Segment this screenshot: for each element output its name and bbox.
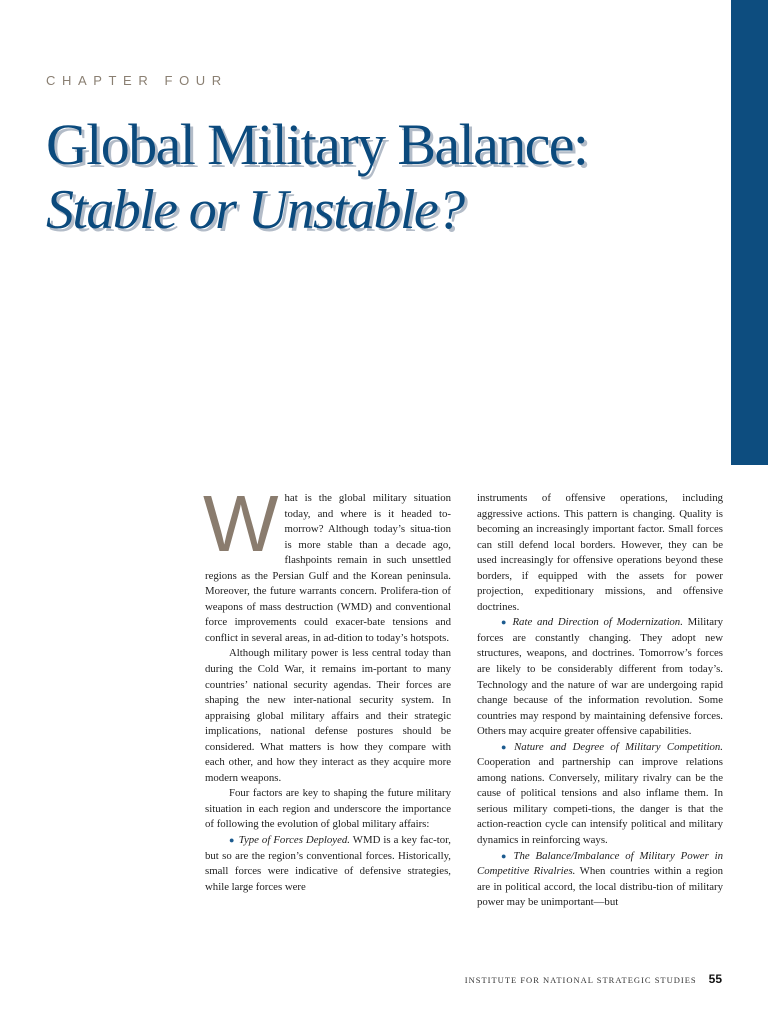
continuation-paragraph: instruments of offensive operations, including aggressive actions. This pattern is changing. Quality is becoming an increasingly important factor. Small forces can still defend local borders. However, they can be used increasingly for offensive operations beyond these borders, if equipped with the assets for power projection, expeditionary missions, and offensive doctrines. <box>477 492 723 613</box>
bullet-icon: ● <box>229 835 235 846</box>
paragraph-2: Although military power is less central today than during the Cold War, it remains im-portant to many countries’ national security agendas. Their forces are shaping the new inter-national security system. In appraising global military affairs and their strategic implications, national defense postures should be considered. What matters is how they compare with each other, and how they interact as they acquire more modern weapons. <box>205 647 451 784</box>
drop-cap: W <box>203 479 279 568</box>
bullet-icon: ● <box>501 617 509 628</box>
factor-label: The Balance/Imbalance of Military Power in Competitive Rivalries. <box>477 849 723 878</box>
bullet-icon: ● <box>501 850 510 861</box>
left-column <box>203 479 451 895</box>
intro-paragraph <box>203 479 451 646</box>
factor-item <box>477 615 723 739</box>
footer-institute: INSTITUTE FOR NATIONAL STRATEGIC STUDIES <box>464 975 697 985</box>
chapter-title <box>46 112 726 242</box>
factor-label: Type of Forces Deployed. <box>238 834 350 847</box>
factor-text: WMD is a key fac-tor, but so are the region’s conventional forces. Historically, small forces were indicative of defensive strategies, while large forces were <box>205 834 451 893</box>
factor-item <box>477 740 723 849</box>
bullet-icon: ● <box>501 741 511 752</box>
paragraph-3: Four factors are key to shaping the future military situation in each region and underscore the importance of following the evolution of global military affairs: <box>205 787 451 831</box>
factor-text: Military forces are constantly changing. They adopt new structures, weapons, and doctrines. Tomorrow’s forces are likely to be considerably different from today’s. Technology and the nature of war are undergoing rapid change because of the information revolution. Some countries may respond by maintaining defensive forces. Others may acquire greater offensive capabilities. <box>477 616 724 738</box>
factor-label: Nature and Degree of Military Competition. <box>514 740 723 753</box>
page-footer <box>465 972 722 986</box>
title-line-1: Global Military Balance: <box>46 112 588 177</box>
side-color-bar <box>731 0 768 465</box>
factor-label: Rate and Direction of Modernization. <box>512 616 683 629</box>
factor-text: Cooperation and partnership can improve relations among nations. Conversely, military rivalry can be the cause of political tensions and also inflame them. In serious military competi-tions, the danger is that the action-reaction cycle can intensify political and military dynamics in reinforcing ways. <box>477 756 723 847</box>
title-line-2: Stable or Unstable? <box>46 179 464 241</box>
page-number: 55 <box>708 972 722 986</box>
factor-item <box>205 833 451 895</box>
factor-text: When countries within a region are in political accord, the local distribu-tion of military power may be unimportant—but <box>477 865 723 909</box>
intro-text: hat is the global military situation today, and where is it headed to-morrow? Although today’s situa-tion is more stable than a decade ago, flashpoints remain in such unsettled regions as the Persian Gulf and the Korean peninsula. Moreover, the future warrants concern. Prolifera-tion of weapons of mass destruction (WMD) and conventional force improvements could exacer-bate tensions and conflict in several areas, in ad-dition to today’s hotspots. <box>205 492 451 644</box>
right-column <box>477 491 723 911</box>
factor-item <box>477 849 723 911</box>
chapter-label: CHAPTER FOUR <box>46 73 228 88</box>
